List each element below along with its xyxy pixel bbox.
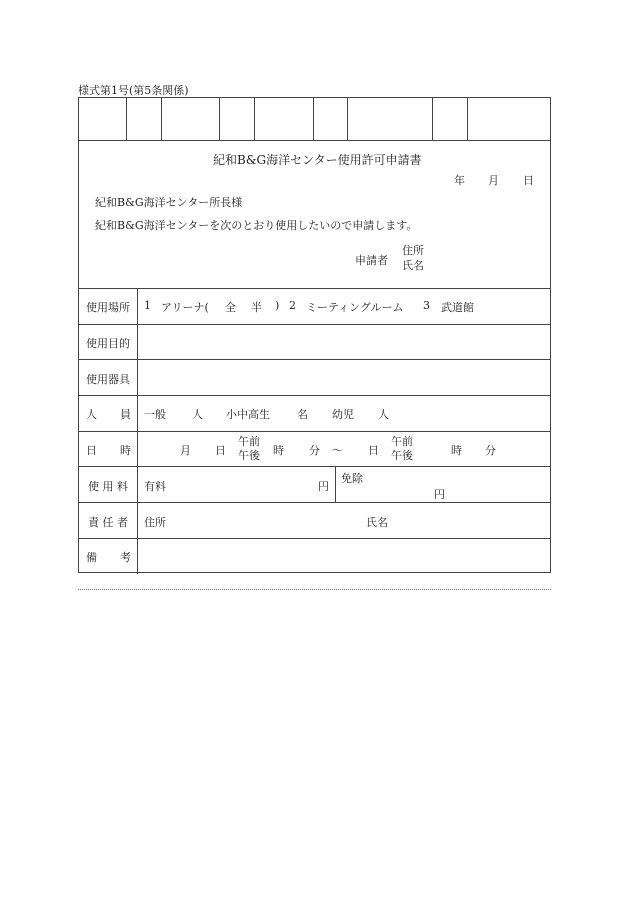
datetime-hour: 時 (273, 444, 284, 457)
equipment-label: 使用器具 (86, 373, 130, 386)
fee-paid: 有料 (144, 480, 166, 493)
fee-divider (335, 466, 336, 502)
datetime-month: 月 (180, 444, 191, 457)
datetime-day: 日 (215, 444, 226, 457)
row-divider (79, 466, 550, 467)
responsible-address: 住所 (144, 516, 166, 529)
date-year: 年 (454, 174, 465, 187)
people-students-unit: 名 (297, 408, 308, 421)
stamp-box-divider (432, 98, 433, 140)
form-number: 様式第1号(第5条関係) (78, 84, 189, 97)
section-divider (79, 140, 550, 141)
form-title: 紀和B&G海洋センター使用許可申請書 (213, 153, 422, 167)
place-option-arena: アリーナ( (161, 301, 209, 314)
people-infants-unit: 人 (378, 408, 389, 421)
place-option-3-number: 3 (423, 299, 430, 312)
datetime-minute: 分 (309, 444, 320, 457)
people-general: 一般 (144, 408, 166, 421)
stamp-box-divider (254, 98, 255, 140)
fee-exempt: 免除 (341, 472, 363, 485)
row-divider (79, 395, 550, 396)
cut-line (78, 589, 551, 590)
remarks-label-second: 考 (120, 551, 131, 564)
datetime-day-end: 日 (368, 444, 379, 457)
datetime-am: 午前 (238, 435, 260, 448)
addressee: 紀和B&G海洋センター所長様 (95, 196, 243, 209)
stamp-box-divider (347, 98, 348, 140)
applicant-address-label: 住所 (402, 244, 424, 257)
datetime-pm-end: 午後 (391, 449, 413, 462)
place-option-meeting-room: ミーティングルーム (306, 301, 404, 314)
stamp-box-divider (126, 98, 127, 140)
people-infants: 幼児 (332, 408, 354, 421)
row-divider (79, 324, 550, 325)
stamp-box-divider (161, 98, 162, 140)
stamp-box-divider (219, 98, 220, 140)
row-divider (79, 538, 550, 539)
purpose-label: 使用目的 (86, 337, 130, 350)
fee-exempt-yen: 円 (434, 488, 445, 501)
fee-label: 使 用 料 (88, 480, 128, 493)
place-option-full: 全 (225, 301, 236, 314)
datetime-hour-end: 時 (451, 444, 462, 457)
place-option-half: 半 (251, 301, 262, 314)
row-divider (79, 431, 550, 432)
place-option-budokan: 武道館 (441, 301, 474, 314)
datetime-label-second: 時 (120, 444, 131, 457)
applicant-label: 申請者 (355, 254, 388, 267)
date-month: 月 (488, 174, 499, 187)
body-text: 紀和B&G海洋センターを次のとおり使用したいので申請します。 (95, 219, 418, 232)
application-form (78, 97, 551, 573)
datetime-pm: 午後 (238, 449, 260, 462)
place-label: 使用場所 (86, 301, 130, 314)
date-day: 日 (523, 174, 534, 187)
datetime-label-first: 日 (86, 444, 97, 457)
applicant-name-label: 氏名 (402, 259, 424, 272)
row-divider (79, 359, 550, 360)
datetime-am-end: 午前 (391, 435, 413, 448)
people-general-unit: 人 (192, 408, 203, 421)
place-option-2-number: 2 (289, 299, 296, 312)
remarks-label-first: 備 (86, 551, 97, 564)
people-label-first: 人 (86, 408, 97, 421)
responsible-label: 責 任 者 (88, 516, 128, 529)
section-divider (79, 288, 550, 289)
datetime-tilde: ～ (332, 444, 343, 457)
responsible-name: 氏名 (366, 516, 388, 529)
row-divider (79, 502, 550, 503)
place-option-close-paren: ) (275, 299, 280, 312)
place-option-1-number: 1 (144, 299, 151, 312)
people-label-second: 員 (120, 408, 131, 421)
datetime-minute-end: 分 (485, 444, 496, 457)
stamp-box-divider (467, 98, 468, 140)
people-students: 小中高生 (226, 408, 270, 421)
fee-paid-yen: 円 (318, 480, 329, 493)
stamp-box-divider (313, 98, 314, 140)
